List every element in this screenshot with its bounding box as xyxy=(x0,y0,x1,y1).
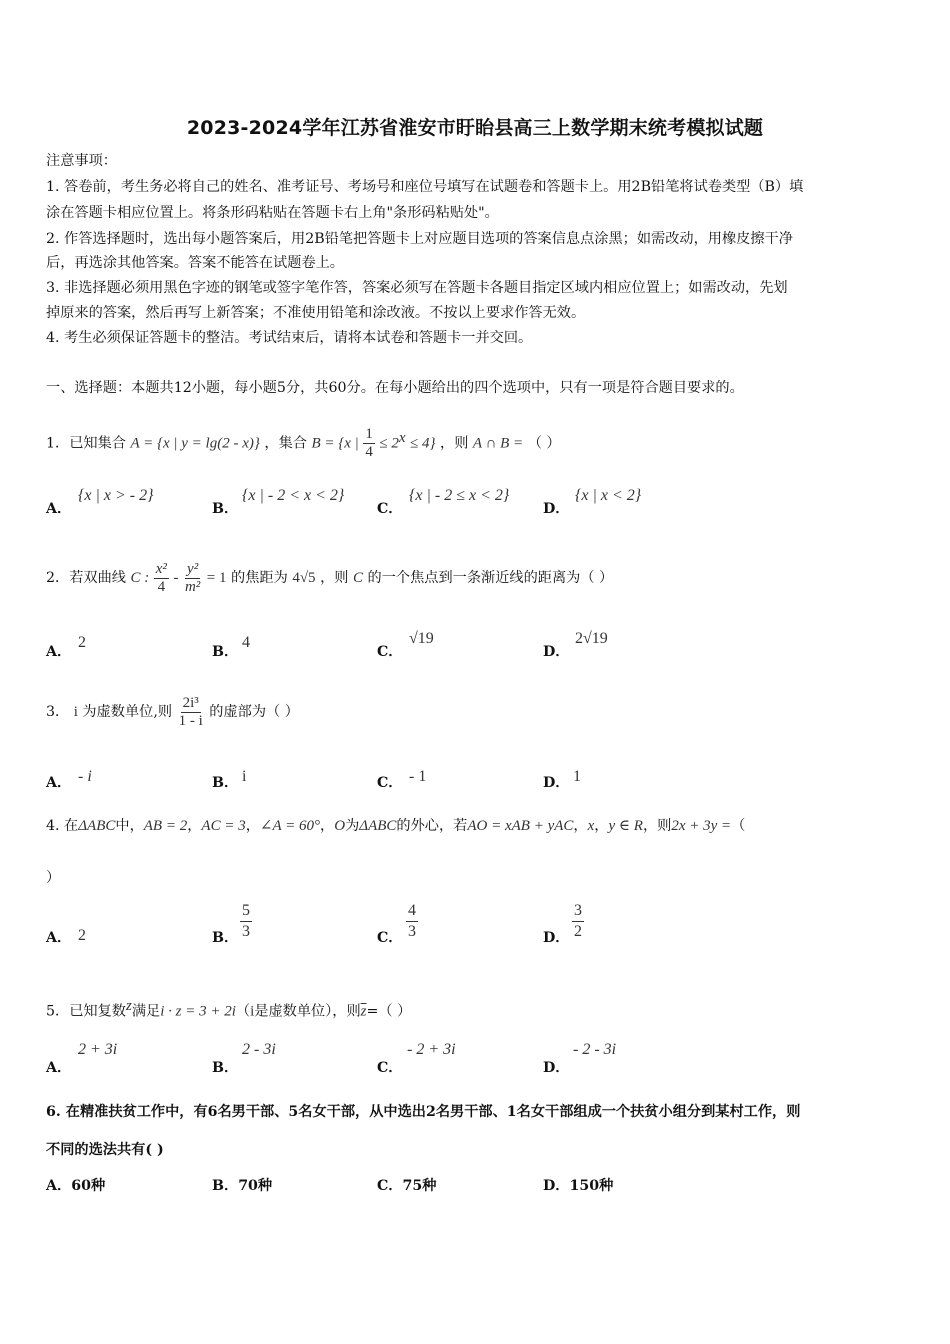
q2-minus: - xyxy=(173,570,179,586)
q3-option-a-label: A． xyxy=(46,775,72,791)
q4-o: O xyxy=(334,818,346,834)
q1-option-a-value: {x | x > - 2} xyxy=(78,487,154,504)
q4-p3: 为 xyxy=(345,818,360,834)
q6-option-c: C．75种 xyxy=(377,1178,437,1194)
q6-option-a: A．60种 xyxy=(46,1178,106,1194)
q3-i: i xyxy=(73,704,78,720)
q4-p4: 的外心，若 xyxy=(396,818,468,834)
notice-line-2: 涂在答题卡相应位置上。将条形码粘贴在答题卡右上角"条形码粘贴处"。 xyxy=(46,205,499,221)
q4-p1: 4. 在 xyxy=(46,818,79,834)
q3-fraction: $\frac{\text{2i³}}{1 - i}$ xyxy=(178,694,203,729)
question-6-line-1: 6. 在精准扶贫工作中，有6名男干部、5名女干部，从中选出2名男干部、1名女干部组成一个扶贫小组分到某村工作，则 xyxy=(46,1104,801,1120)
q5-mid: 满足 xyxy=(131,1003,161,1020)
q1-set-a: A = {x | y = lg(2 - x)} xyxy=(130,435,260,452)
notice-line-4: 后，再选涂其他答案。答案不能答在试题卷上。 xyxy=(46,255,344,271)
q1-mid: ，集合 xyxy=(264,435,307,452)
q4-option-c-label: C． xyxy=(377,930,403,946)
q4-paren-close: ） xyxy=(46,870,61,886)
q2-option-c-value: √19 xyxy=(409,630,434,647)
q2-c: C xyxy=(352,570,363,586)
q3-option-b-label: B． xyxy=(212,775,239,791)
q3-option-c-value: - 1 xyxy=(409,768,427,785)
q5-pre: 5．已知复数 xyxy=(46,1003,126,1020)
q5-option-a-value: 2 + 3i xyxy=(78,1041,118,1058)
q1-option-d-label: D． xyxy=(543,501,570,517)
q2-mid: 的焦距为 xyxy=(231,570,288,586)
q4-option-c-fraction: $\frac{4}{3}$ xyxy=(408,902,416,940)
q4-p2: 中， xyxy=(115,818,144,834)
q1-set-b-end: ≤ 4} xyxy=(410,435,436,452)
q2-fraction-x: $\frac{\text{x²}}{4}$ xyxy=(155,560,167,595)
q4-option-a-value: 2 xyxy=(78,927,86,944)
q4-option-b-fraction: $\frac{5}{3}$ xyxy=(242,902,250,940)
q4-vector-eq: AO = xAB + yAC xyxy=(467,818,574,834)
q3-option-b-value: i xyxy=(242,768,247,785)
q6-option-b: B．70种 xyxy=(212,1178,273,1194)
q1-set-b-post: ≤ 2 xyxy=(379,435,399,452)
q3-post: 的虚部为（ ） xyxy=(209,704,299,720)
q1-pre: 1．已知集合 xyxy=(46,435,126,452)
q1-option-b-value: {x | - 2 < x < 2} xyxy=(242,487,345,504)
q5-option-c-label: C． xyxy=(377,1060,403,1076)
q2-option-a-value: 2 xyxy=(78,634,86,651)
notice-line-7: 4. 考生必须保证答题卡的整洁。考试结束后，请将本试卷和答题卡一并交回。 xyxy=(46,330,533,346)
q2-fraction-y: $\frac{\text{y²}}{\text{m²}}$ xyxy=(184,560,201,595)
q2-pre: 2．若双曲线 xyxy=(46,570,126,586)
notice-line-3: 2. 作答选择题时，选出每小题答案后，用2B铅笔把答题卡上对应题目选项的答案信息点涂黑；如需改动，用橡皮擦干净 xyxy=(46,231,793,247)
q3-option-d-label: D． xyxy=(543,775,570,791)
q4-yr: y ∈ R xyxy=(608,818,643,834)
q4-tri1: ΔABC xyxy=(78,818,116,834)
q4-p5: ，则 xyxy=(642,818,672,834)
notice-heading: 注意事项： xyxy=(46,153,117,169)
q1-post: ，则 xyxy=(440,435,469,452)
q2-option-a-label: A． xyxy=(46,644,72,660)
q5-paren-pre: （ xyxy=(235,1003,251,1020)
q2-option-c-label: C． xyxy=(377,644,403,660)
question-2 xyxy=(46,560,613,596)
q1-expr: A ∩ B = xyxy=(472,435,524,452)
q5-eq: i · z = 3 + 2i xyxy=(160,1003,236,1020)
q2-option-b-label: B． xyxy=(212,644,239,660)
q4-option-a-label: A． xyxy=(46,930,72,946)
q2-eq: = 1 xyxy=(206,570,227,586)
q4-x: x xyxy=(587,818,595,834)
q4-ac: AC = 3 xyxy=(201,818,246,834)
q3-option-d-value: 1 xyxy=(573,768,581,785)
q2-curve: C : xyxy=(130,570,150,586)
q1-option-c-label: C． xyxy=(377,501,403,517)
q1-set-b-pre: B = {x | xyxy=(311,435,359,452)
q5-option-d-label: D． xyxy=(543,1060,570,1076)
q5-option-a-label: A． xyxy=(46,1060,72,1076)
q1-option-d-value: {x | x < 2} xyxy=(575,487,642,504)
q5-z: z xyxy=(125,998,132,1014)
q4-option-b-label: B． xyxy=(212,930,239,946)
page-title: 2023-2024学年江苏省淮安市盱眙县高三上数学期末统考模拟试题 xyxy=(186,117,764,139)
q1-option-b-label: B． xyxy=(212,501,239,517)
q2-option-b-value: 4 xyxy=(242,634,250,651)
question-1 xyxy=(46,426,561,461)
q1-fraction: $\frac{1}{4}$ xyxy=(365,426,373,460)
q3-option-c-label: C． xyxy=(377,775,403,791)
question-6-line-2: 不同的选法共有( ) xyxy=(46,1142,164,1158)
q3-num: 3． xyxy=(46,704,70,720)
notice-line-6: 掉原来的答案，然后再写上新答案；不准使用铅笔和涂改液。不按以上要求作答无效。 xyxy=(46,305,586,321)
q5-i: i xyxy=(250,1003,255,1020)
q5-zbar: $\overline{z}$ xyxy=(360,1003,367,1020)
q4-option-d-fraction: $\frac{3}{2}$ xyxy=(574,902,582,940)
q2-focal: 4√5 xyxy=(292,570,316,586)
q1-option-a-label: A． xyxy=(46,501,72,517)
q1-paren: （ ） xyxy=(527,435,561,452)
q4-ab: AB = 2 xyxy=(143,818,188,834)
q5-option-b-label: B． xyxy=(212,1060,239,1076)
q3-pre: 为虚数单位,则 xyxy=(82,704,173,720)
q2-mid2: ，则 xyxy=(320,570,349,586)
question-3 xyxy=(46,692,299,732)
q4-tri2: ΔABC xyxy=(359,818,397,834)
q2-option-d-value: 2√19 xyxy=(575,630,608,647)
q2-post: 的一个焦点到一条渐近线的距离为（ ） xyxy=(367,570,614,586)
section-heading: 一、选择题：本题共12小题，每小题5分，共60分。在每小题给出的四个选项中，只有一项是符合题目要求的。 xyxy=(46,380,744,396)
q6-option-d: D．150种 xyxy=(543,1178,614,1194)
q1-option-c-value: {x | - 2 ≤ x < 2} xyxy=(409,487,510,504)
question-4: 4. 在ΔABC中，AB = 2，AC = 3，∠A = 60°，O为ΔABC的外心，若AO = xAB + yAC，x，y ∈ R，则2x + 3y =（ xyxy=(46,818,746,834)
q4-angle: ∠A = 60° xyxy=(259,818,321,834)
q5-option-c-value: - 2 + 3i xyxy=(407,1041,456,1058)
q4-expr: 2x + 3y = xyxy=(671,818,732,834)
q4-option-d-label: D． xyxy=(543,930,570,946)
q4-paren-open: （ xyxy=(731,818,746,834)
q5-post: =（ ） xyxy=(366,1003,412,1020)
q2-option-d-label: D． xyxy=(543,644,570,660)
q5-option-d-value: - 2 - 3i xyxy=(573,1041,617,1058)
q1-exponent: x xyxy=(398,429,406,446)
q5-paren-post: 是虚数单位），则 xyxy=(254,1003,361,1020)
notice-line-5: 3. 非选择题必须用黑色字迹的钢笔或签字笔作答，答案必须写在答题卡各题目指定区域内相应位置上；如需改动，先划 xyxy=(46,280,788,296)
notice-line-1: 1. 答卷前，考生务必将自己的姓名、准考证号、考场号和座位号填写在试题卷和答题卡上。用2B铅笔将试卷类型（B）填 xyxy=(46,179,804,195)
q3-option-a-value: - i xyxy=(78,768,92,785)
q5-option-b-value: 2 - 3i xyxy=(242,1041,276,1058)
question-5 xyxy=(46,996,411,1022)
